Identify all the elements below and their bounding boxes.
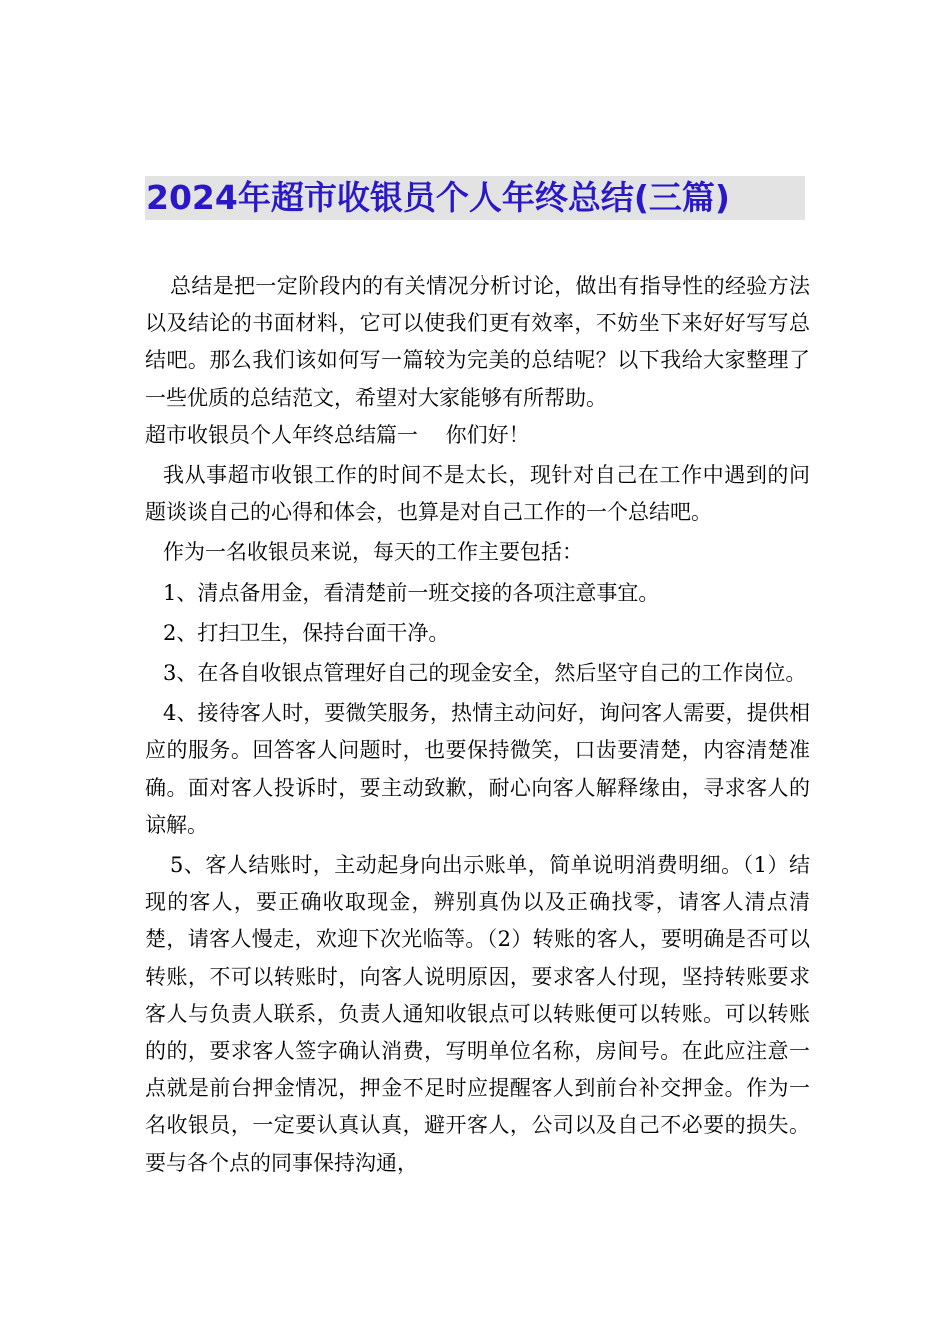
body-paragraph: 作为一名收银员来说，每天的工作主要包括：: [163, 540, 583, 565]
document-title: 2024年超市收银员个人年终总结(三篇): [146, 178, 731, 217]
body-paragraph: 我从事超市收银工作的时间不是太长，现针对自己在工作中遇到的问题谈谈自己的心得和体会，也算是对自己工作的一个总结吧。: [145, 463, 810, 525]
list-item: 1、清点备用金，看清楚前一班交接的各项注意事宜。: [163, 580, 660, 605]
list-item: 5、客人结账时，主动起身向出示账单，简单说明消费明细。（1）结现的客人，要正确收取现金，辨别真伪以及正确找零，请客人清点清楚，请客人慢走，欢迎下次光临等。（2）转账的客人，要明确是否可以转账，不可以转账时，向客人说明原因，要求客人付现，坚持转账要求客人与负责人联系，负责人通知收银点可以转账便可以转账。可以转账的的，要求客人签字确认消费，写明单位名称，房间号。在此应注意一点就是前台押金情况，押金不足时应提醒客人到前台补交押金。作为一名收银员，一定要认真认真，避开客人，公司以及自己不必要的损失。要与各个点的同事保持沟通，: [145, 853, 810, 1175]
section-heading: 超市收银员个人年终总结篇一 你们好！: [145, 422, 530, 447]
list-item: 3、在各自收银点管理好自己的现金安全，然后坚守自己的工作岗位。: [163, 661, 807, 686]
list-item: 4、接待客人时，要微笑服务，热情主动问好，询问客人需要，提供相应的服务。回答客人问题时，也要保持微笑，口齿要清楚，内容清楚准确。面对客人投诉时，要主动致歉，耐心向客人解释缘由，寻求客人的谅解。: [145, 701, 810, 837]
intro-paragraph: 总结是把一定阶段内的有关情况分析讨论，做出有指导性的经验方法以及结论的书面材料，它可以使我们更有效率，不妨坐下来好好写写总结吧。那么我们该如何写一篇较为完美的总结呢？以下我给大家整理了一些优质的总结范文，希望对大家能够有所帮助。: [145, 274, 810, 410]
list-item: 2、打扫卫生，保持台面干净。: [163, 620, 450, 645]
document-body: [145, 268, 810, 1182]
